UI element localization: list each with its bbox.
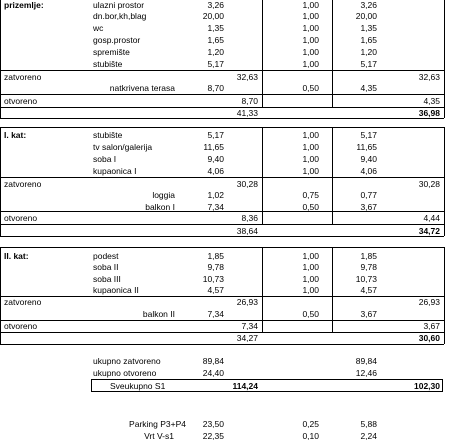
summary-closed-label: ukupno zatvoreno [93,356,161,366]
open-result: 4,44 [423,213,440,223]
section-total-result: 34,72 [418,226,440,236]
closed-result: 26,93 [418,297,440,307]
open-label: otvoreno [4,213,38,223]
open-sum: 8,36 [241,213,258,223]
room-area: 9,40 [207,154,224,164]
open-room-name: natkrivena terasa [109,83,175,93]
closed-result: 30,28 [418,179,440,189]
room-area: 1,35 [207,23,224,33]
room-result: 1,20 [360,47,377,57]
extra-name: Vrt V-s1 [144,431,174,441]
room-area: 9,78 [207,262,224,272]
room-area: 11,65 [203,142,224,152]
room-coef: 1,00 [302,166,319,176]
section-total: 41,33 [236,108,258,118]
room-result: 3,26 [360,0,377,10]
room-area: 10,73 [202,274,224,284]
room-coef: 1,00 [302,262,319,272]
room-name: kupaonica I [93,166,137,176]
open-label: otvoreno [4,96,38,106]
room-name: stubište [93,130,123,140]
room-area: 5,17 [207,59,224,69]
open-room-result: 0,77 [360,190,377,200]
room-coef: 1,00 [302,47,319,57]
room-name: podest [93,251,119,261]
extra-area: 23,50 [202,419,224,429]
open-room-area: 8,70 [207,83,224,93]
open-room-result: 4,35 [360,83,377,93]
section-total-result: 30,60 [418,333,440,343]
room-result: 20,00 [355,11,377,21]
room-coef: 1,00 [302,23,319,33]
extra-coef: 0,10 [302,431,319,441]
room-area: 20,00 [202,11,224,21]
open-sum: 7,34 [241,321,258,331]
extra-result: 5,88 [360,419,377,429]
grand-total-label: Sveukupno S1 [110,381,166,391]
room-coef: 1,00 [302,0,319,10]
open-room-area: 7,34 [207,202,224,212]
room-area: 5,17 [207,130,224,140]
room-coef: 1,00 [302,35,319,45]
room-coef: 1,00 [302,274,319,284]
extra-name: Parking P3+P4 [129,419,186,429]
room-coef: 1,00 [302,251,319,261]
room-name: kupaonica II [93,285,139,295]
room-coef: 1,00 [302,154,319,164]
room-result: 5,17 [360,130,377,140]
room-coef: 1,00 [302,285,319,295]
room-coef: 1,00 [302,11,319,21]
open-result: 4,35 [423,96,440,106]
open-room-coef: 0,75 [302,190,319,200]
extra-coef: 0,25 [302,419,319,429]
room-result: 1,65 [360,35,377,45]
open-label: otvoreno [4,321,38,331]
room-name: soba I [93,154,117,164]
room-name: tv salon/galerija [93,142,153,152]
extra-area: 22,35 [202,431,224,441]
closed-sum: 32,63 [236,72,258,82]
room-result: 4,57 [360,285,377,295]
room-result: 1,35 [360,23,377,33]
room-result: 1,85 [360,251,377,261]
room-result: 10,73 [355,274,377,284]
summary-closed-area: 89,84 [202,356,224,366]
closed-sum: 30,28 [236,179,258,189]
room-coef: 1,00 [302,59,319,69]
closed-label: zatvoreno [4,179,42,189]
floor-label: II. kat: [4,251,29,261]
open-room-result: 3,67 [360,202,377,212]
room-result: 9,40 [360,154,377,164]
grand-total-result: 102,30 [414,381,440,391]
open-room-coef: 0,50 [302,202,319,212]
open-room-coef: 0,50 [302,83,319,93]
room-coef: 1,00 [302,130,319,140]
open-room-coef: 0,50 [302,309,319,319]
room-name: soba II [93,262,119,272]
room-name: wc [93,23,104,33]
section-total: 38,64 [236,226,258,236]
extra-result: 2,24 [360,431,377,441]
open-room-result: 3,67 [360,309,377,319]
section-total-result: 36,98 [418,108,440,118]
open-room-name: loggia [152,190,175,200]
room-area: 1,20 [207,47,224,57]
grand-total-area: 114,24 [232,381,258,391]
room-area: 4,57 [207,285,224,295]
summary-closed-result: 89,84 [355,356,377,366]
open-sum: 8,70 [241,96,258,106]
room-area: 4,06 [207,166,224,176]
open-room-area: 7,34 [207,309,224,319]
floor-label: I. kat: [4,130,27,140]
room-name: stubište [93,59,123,69]
room-name: ulazni prostor [93,0,145,10]
summary-open-label: ukupno otvoreno [93,368,157,378]
room-name: gosp.prostor [93,35,141,45]
room-name: spremište [93,47,130,57]
room-result: 4,06 [360,166,377,176]
closed-label: zatvoreno [4,297,42,307]
closed-result: 32,63 [418,72,440,82]
room-name: soba III [93,274,121,284]
summary-open-result: 12,46 [355,368,377,378]
room-area: 3,26 [207,0,224,10]
room-area: 1,65 [207,35,224,45]
open-room-name: balkon II [142,309,175,319]
room-coef: 1,00 [302,142,319,152]
closed-sum: 26,93 [236,297,258,307]
closed-label: zatvoreno [4,72,42,82]
room-result: 11,65 [356,142,377,152]
open-result: 3,67 [423,321,440,331]
floor-label: prizemlje: [4,0,44,10]
section-total: 34,27 [236,333,258,343]
summary-open-area: 24,40 [202,368,224,378]
open-room-area: 1,02 [207,190,224,200]
room-result: 9,78 [360,262,377,272]
room-name: dn.bor,kh,blag [93,11,147,21]
open-room-name: balkon I [145,202,175,212]
room-area: 1,85 [207,251,224,261]
room-result: 5,17 [360,59,377,69]
